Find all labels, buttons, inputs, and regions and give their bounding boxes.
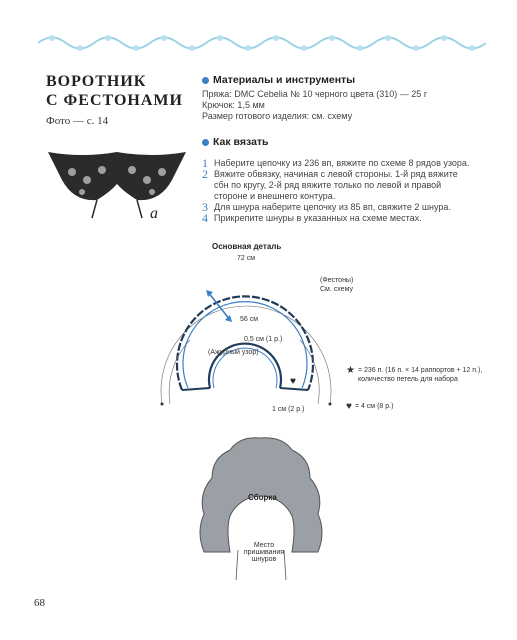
step-item: 4 Прикрепите шнуры в указанных на схеме местах.	[202, 211, 422, 225]
bullet-dot-icon	[202, 77, 209, 84]
step-item: 2 Вяжите обвязку, начиная с левой стороны. 1-й ряд вяжите сбн по кругу, 2-й ряд вяжите только по левой и правой стороне и внешнего контура.	[202, 167, 458, 201]
title-line-1: ВОРОТНИК	[46, 73, 147, 90]
step-item: 3 Для шнура наберите цепочку из 85 вп, свяжите 2 шнура.	[202, 200, 451, 214]
cord-attach-note: Место пришивания шнуров	[243, 542, 285, 563]
howto-steps	[202, 158, 472, 224]
festoon-label: См. схему	[320, 286, 353, 293]
legend-star: ★ = 236 п. (16 п. × 14 раппортов + 12 п.), количество петель для набора	[346, 365, 483, 383]
bottom-edge-label: 1 см (2 р.)	[272, 406, 305, 413]
title-line-2: С ФЕСТОНАМИ	[46, 92, 183, 109]
materials-section	[202, 74, 472, 122]
width-label: 72 см	[237, 255, 256, 262]
howto-heading: Как вязать	[202, 136, 269, 148]
page-title	[46, 72, 183, 110]
star-icon: ★	[346, 365, 355, 376]
photo-letter: a	[150, 205, 158, 222]
festoon-label: (Фестоны)	[320, 277, 354, 284]
diagram-main-title: Основная деталь	[212, 242, 282, 251]
heart-icon: ♥	[346, 401, 352, 412]
bullet-dot-icon	[202, 139, 209, 146]
page-number: 68	[34, 597, 45, 609]
materials-heading: Материалы и инструменты	[202, 74, 472, 86]
inner-size-label: 56 см	[240, 316, 259, 323]
legend-heart: ♥ = 4 см (8 р.)	[346, 401, 394, 412]
heart-icon: ♥	[290, 376, 296, 387]
edge-label: 0,5 см (1 р.)	[244, 336, 283, 343]
collar-photo	[42, 140, 192, 222]
lace-pattern-label: (Ажурный узор)	[208, 349, 259, 356]
step-item: 1 Наберите цепочку из 236 вп, вяжите по схеме 8 рядов узора.	[202, 156, 470, 170]
decorative-border	[38, 30, 486, 56]
materials-line: Пряжа: DMC Cebelia № 10 черного цвета (310) — 25 г	[202, 89, 428, 99]
materials-line: Размер готового изделия: см. схему	[202, 111, 353, 121]
photo-reference: Фото — с. 14	[46, 115, 109, 127]
materials-line: Крючок: 1,5 мм	[202, 100, 265, 110]
assembly-title: Сборка	[248, 493, 277, 502]
assembly-diagram	[196, 432, 326, 592]
